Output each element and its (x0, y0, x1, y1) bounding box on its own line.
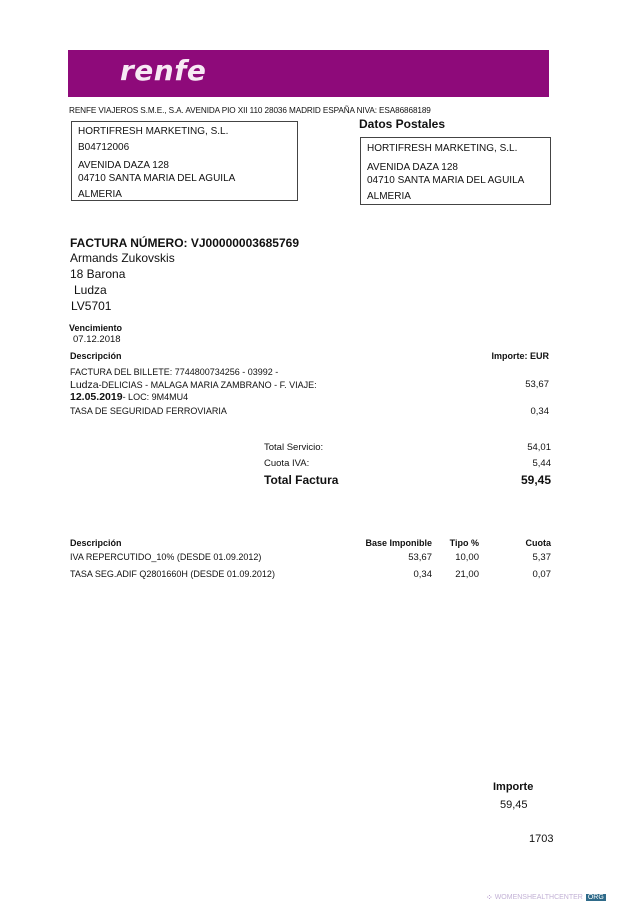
total-service-label: Total Servicio: (264, 442, 324, 453)
postal-city: 04710 SANTA MARIA DEL AGUILA (367, 175, 525, 186)
document-code: 1703 (529, 833, 554, 845)
customer-address2: Ludza (74, 283, 107, 297)
item-line2-amount: 0,34 (530, 406, 549, 417)
company-info-line: RENFE VIAJEROS S.M.E., S.A. AVENIDA PIO XII 110 28036 MADRID ESPAÑA NIVA: ESA86868189 (69, 106, 431, 115)
tax-row-1-desc: IVA REPERCUTIDO_10% (DESDE 01.09.2012) (70, 552, 262, 562)
item-line1-b (70, 379, 317, 391)
billing-name: HORTIFRESH MARKETING, S.L. (78, 126, 229, 137)
billing-street: AVENIDA DAZA 128 (78, 160, 169, 171)
postal-title: Datos Postales (359, 117, 446, 131)
total-invoice-label: Total Factura (264, 473, 339, 487)
watermark-text: WOMENSHEALTHCENTER (494, 894, 583, 901)
billing-province: ALMERIA (78, 189, 122, 200)
watermark-dots-icon: ⁘ (486, 893, 493, 902)
tax-row-1-quota: 5,37 (532, 552, 551, 563)
tax-col-base: Base Imponible (365, 538, 432, 548)
item-loc: - LOC: 9M4MU4 (122, 392, 189, 402)
customer-name: Armands Zukovskis (70, 251, 175, 265)
total-service-value: 54,01 (527, 442, 551, 453)
tax-row-1-base: 53,67 (408, 552, 432, 563)
tax-row-1-rate: 10,00 (455, 552, 479, 563)
items-col-description: Descripción (70, 351, 122, 361)
item-line2: TASA DE SEGURIDAD FERROVIARIA (70, 406, 227, 416)
item-line1-amount: 53,67 (525, 379, 549, 390)
billing-nif: B04712006 (78, 142, 130, 153)
tax-col-rate: Tipo % (449, 538, 479, 548)
customer-postcode: LV5701 (71, 299, 112, 313)
postal-province: ALMERIA (367, 191, 411, 202)
watermark-badge: ORG (587, 894, 604, 901)
item-line1-a: FACTURA DEL BILLETE: 7744800734256 - 03992 - (70, 367, 279, 377)
tax-row-2-rate: 21,00 (455, 569, 479, 580)
item-line1-c (70, 391, 188, 403)
postal-name: HORTIFRESH MARKETING, S.L. (367, 143, 518, 154)
importe-value: 59,45 (500, 799, 528, 811)
importe-label: Importe (493, 781, 534, 793)
renfe-logo: renfe (120, 54, 207, 87)
due-label: Vencimiento (69, 323, 123, 333)
due-date: 07.12.2018 (73, 334, 121, 345)
tax-row-2-quota: 0,07 (532, 569, 551, 580)
billing-address-box (71, 121, 298, 201)
item-route: -DELICIAS - MALAGA MARIA ZAMBRANO - F. VIAJE: (98, 380, 317, 390)
iva-label: Cuota IVA: (264, 458, 310, 469)
postal-street: AVENIDA DAZA 128 (367, 162, 458, 173)
items-col-amount: Importe: EUR (491, 351, 549, 361)
tax-col-description: Descripción (70, 538, 122, 548)
item-travel-date: 12.05.2019 (70, 391, 123, 403)
invoice-number: FACTURA NÚMERO: VJ00000003685769 (70, 236, 299, 250)
tax-row-2-base: 0,34 (413, 569, 432, 580)
iva-value: 5,44 (532, 458, 551, 469)
postal-address-box (360, 137, 551, 205)
item-origin: Ludza (70, 379, 99, 391)
header-banner (68, 50, 549, 97)
tax-col-quota: Cuota (525, 538, 551, 548)
tax-row-2-desc: TASA SEG.ADIF Q2801660H (DESDE 01.09.2012) (70, 569, 275, 579)
total-invoice-value: 59,45 (520, 473, 551, 487)
billing-city: 04710 SANTA MARIA DEL AGUILA (78, 173, 236, 184)
customer-address1: 18 Barona (70, 267, 126, 281)
watermark (486, 893, 606, 902)
